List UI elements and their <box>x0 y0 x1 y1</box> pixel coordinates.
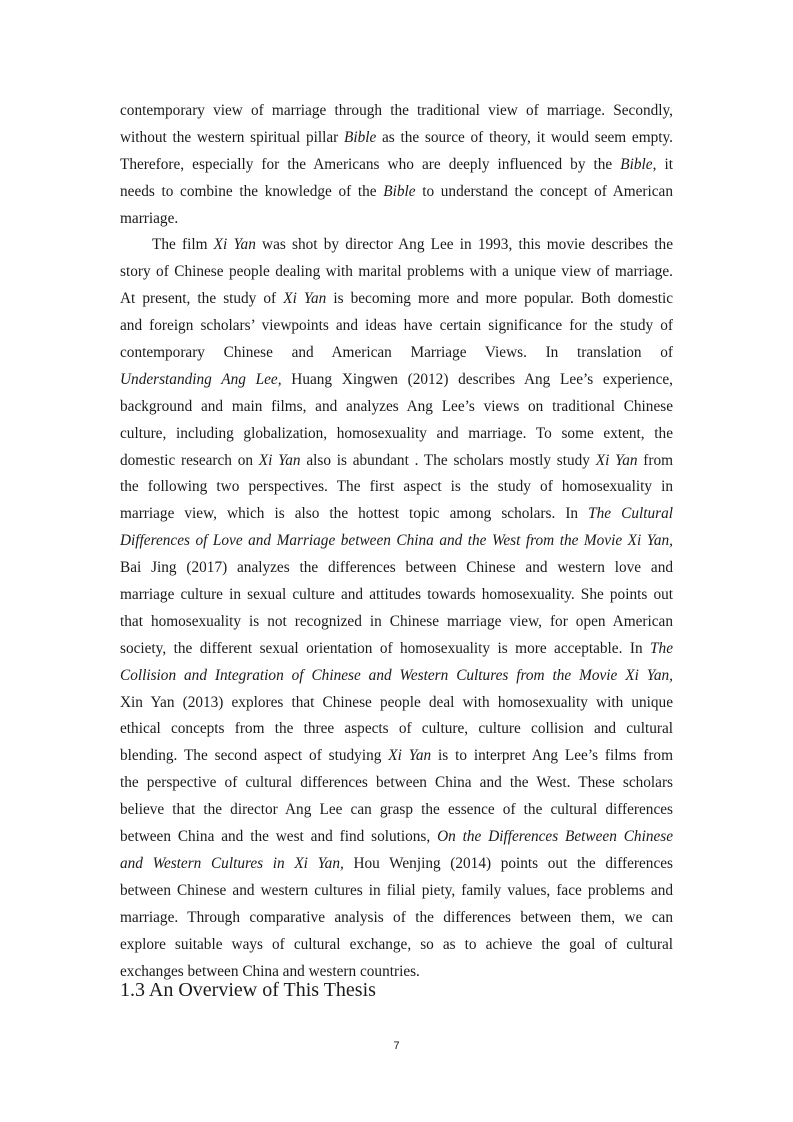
text-line <box>120 905 673 932</box>
text-line <box>120 663 673 690</box>
text-run: Bai Jing (2017) analyzes the differences between Chinese and western love and <box>120 559 673 577</box>
text-run: between Chinese and western cultures in filial piety, family values, face problems and <box>120 881 673 899</box>
text-run: Huang Xingwen (2012) describes Ang Lee’s experience, <box>281 370 673 388</box>
text-line <box>120 474 673 501</box>
text-run: without the western spiritual pillar <box>120 128 344 146</box>
text-line <box>120 824 673 851</box>
text-run: was shot by director Ang Lee in 1993, this movie describes the <box>255 236 673 254</box>
text-line <box>120 286 673 313</box>
text-run: between China and the west and find solutions, <box>120 828 438 846</box>
italic-title-text: The Cultural <box>588 505 673 523</box>
text-run: Xin Yan (2013) explores that Chinese people deal with homosexuality with unique <box>120 693 673 711</box>
text-run: exchanges between China and western countries. <box>120 962 420 980</box>
text-run: the following two perspectives. The first aspect is the study of homosexuality in <box>120 478 673 496</box>
text-line <box>120 98 673 125</box>
text-line <box>120 690 673 717</box>
text-line <box>120 528 673 555</box>
text-run: is becoming more and more popular. Both domestic <box>326 290 673 308</box>
italic-title-text: Xi Yan <box>595 451 638 469</box>
italic-title-text: Xi Yan <box>213 236 256 254</box>
text-line <box>120 743 673 770</box>
text-line <box>120 501 673 528</box>
text-run: is to interpret Ang Lee’s films from <box>431 747 673 765</box>
text-run: , it <box>652 155 673 173</box>
text-line <box>120 125 673 152</box>
text-line <box>120 555 673 582</box>
text-run: The film <box>152 236 214 254</box>
text-line <box>120 932 673 959</box>
text-run: At present, the study of <box>120 290 284 308</box>
text-line <box>120 394 673 421</box>
text-line <box>120 448 673 475</box>
italic-title-text: Bible <box>620 155 653 173</box>
text-line <box>120 152 673 179</box>
italic-title-text: Bible <box>383 182 416 200</box>
text-line <box>120 340 673 367</box>
text-line <box>120 851 673 878</box>
text-run: contemporary Chinese and American Marriage Views. In translation of <box>120 344 673 362</box>
text-line <box>120 797 673 824</box>
text-run: marriage. <box>120 209 179 227</box>
text-run: marriage culture in sexual culture and attitudes towards homosexuality. She points out <box>120 586 673 604</box>
section-heading: 1.3 An Overview of This Thesis <box>120 979 376 1001</box>
text-run: as the source of theory, it would seem empty. <box>376 128 673 146</box>
text-run: marriage view, which is also the hottest topic among scholars. In <box>120 505 589 523</box>
italic-title-text: Xi Yan <box>283 290 327 308</box>
body-text <box>120 98 673 985</box>
text-line <box>120 367 673 394</box>
text-line <box>120 421 673 448</box>
text-run: society, the different sexual orientation of homosexuality is more acceptable. In <box>120 639 651 657</box>
text-line <box>120 232 673 259</box>
italic-title-text: The <box>650 639 673 657</box>
text-run: to understand the concept of American <box>415 182 673 200</box>
text-run: blending. The second aspect of studying <box>120 747 389 765</box>
italic-title-text: and Western Cultures in Xi Yan, <box>120 854 344 872</box>
text-line <box>120 206 673 233</box>
text-run: also is abundant . The scholars mostly study <box>300 451 596 469</box>
text-line <box>120 582 673 609</box>
text-line <box>120 179 673 206</box>
text-run: story of Chinese people dealing with marital problems with a unique view of marriage. <box>120 263 673 281</box>
text-line <box>120 770 673 797</box>
text-run: from <box>637 451 674 469</box>
text-run: marriage. Through comparative analysis of the differences between them, we can <box>120 908 673 926</box>
text-run: and foreign scholars’ viewpoints and ideas have certain significance for the study of <box>120 317 673 335</box>
text-run: Therefore, especially for the Americans who are deeply influenced by the <box>120 155 621 173</box>
text-line <box>120 636 673 663</box>
text-run: that homosexuality is not recognized in Chinese marriage view, for open American <box>120 612 673 630</box>
text-run: Hou Wenjing (2014) points out the differences <box>343 854 673 872</box>
page-number: 7 <box>393 1040 400 1052</box>
text-run: the perspective of cultural differences between China and the West. These scholars <box>120 774 673 792</box>
text-run: background and main films, and analyzes Ang Lee’s views on traditional Chinese <box>120 397 673 415</box>
text-run: ethical concepts from the three aspects of culture, culture collision and cultural <box>120 720 673 738</box>
italic-title-text: Xi Yan <box>258 451 301 469</box>
text-line <box>120 716 673 743</box>
italic-title-text: On the Differences Between Chinese <box>437 828 673 846</box>
italic-title-text: Differences of Love and Marriage between China and the West from the Movie Xi Yan, <box>120 532 673 550</box>
text-run: needs to combine the knowledge of the <box>120 182 384 200</box>
text-line <box>120 609 673 636</box>
text-run: culture, including globalization, homosexuality and marriage. To some extent, the <box>120 424 673 442</box>
text-run: domestic research on <box>120 451 259 469</box>
text-run: believe that the director Ang Lee can grasp the essence of the cultural differences <box>120 801 673 819</box>
text-run: explore suitable ways of cultural exchange, so as to achieve the goal of cultural <box>120 935 673 953</box>
text-line <box>120 259 673 286</box>
italic-title-text: Collision and Integration of Chinese and Western Cultures from the Movie Xi Yan, <box>120 666 673 684</box>
italic-title-text: Xi Yan <box>388 747 432 765</box>
text-line <box>120 878 673 905</box>
italic-title-text: Bible <box>344 128 377 146</box>
italic-title-text: Understanding Ang Lee, <box>120 370 282 388</box>
text-run: contemporary view of marriage through the traditional view of marriage. Secondly, <box>120 102 673 119</box>
text-line <box>120 313 673 340</box>
